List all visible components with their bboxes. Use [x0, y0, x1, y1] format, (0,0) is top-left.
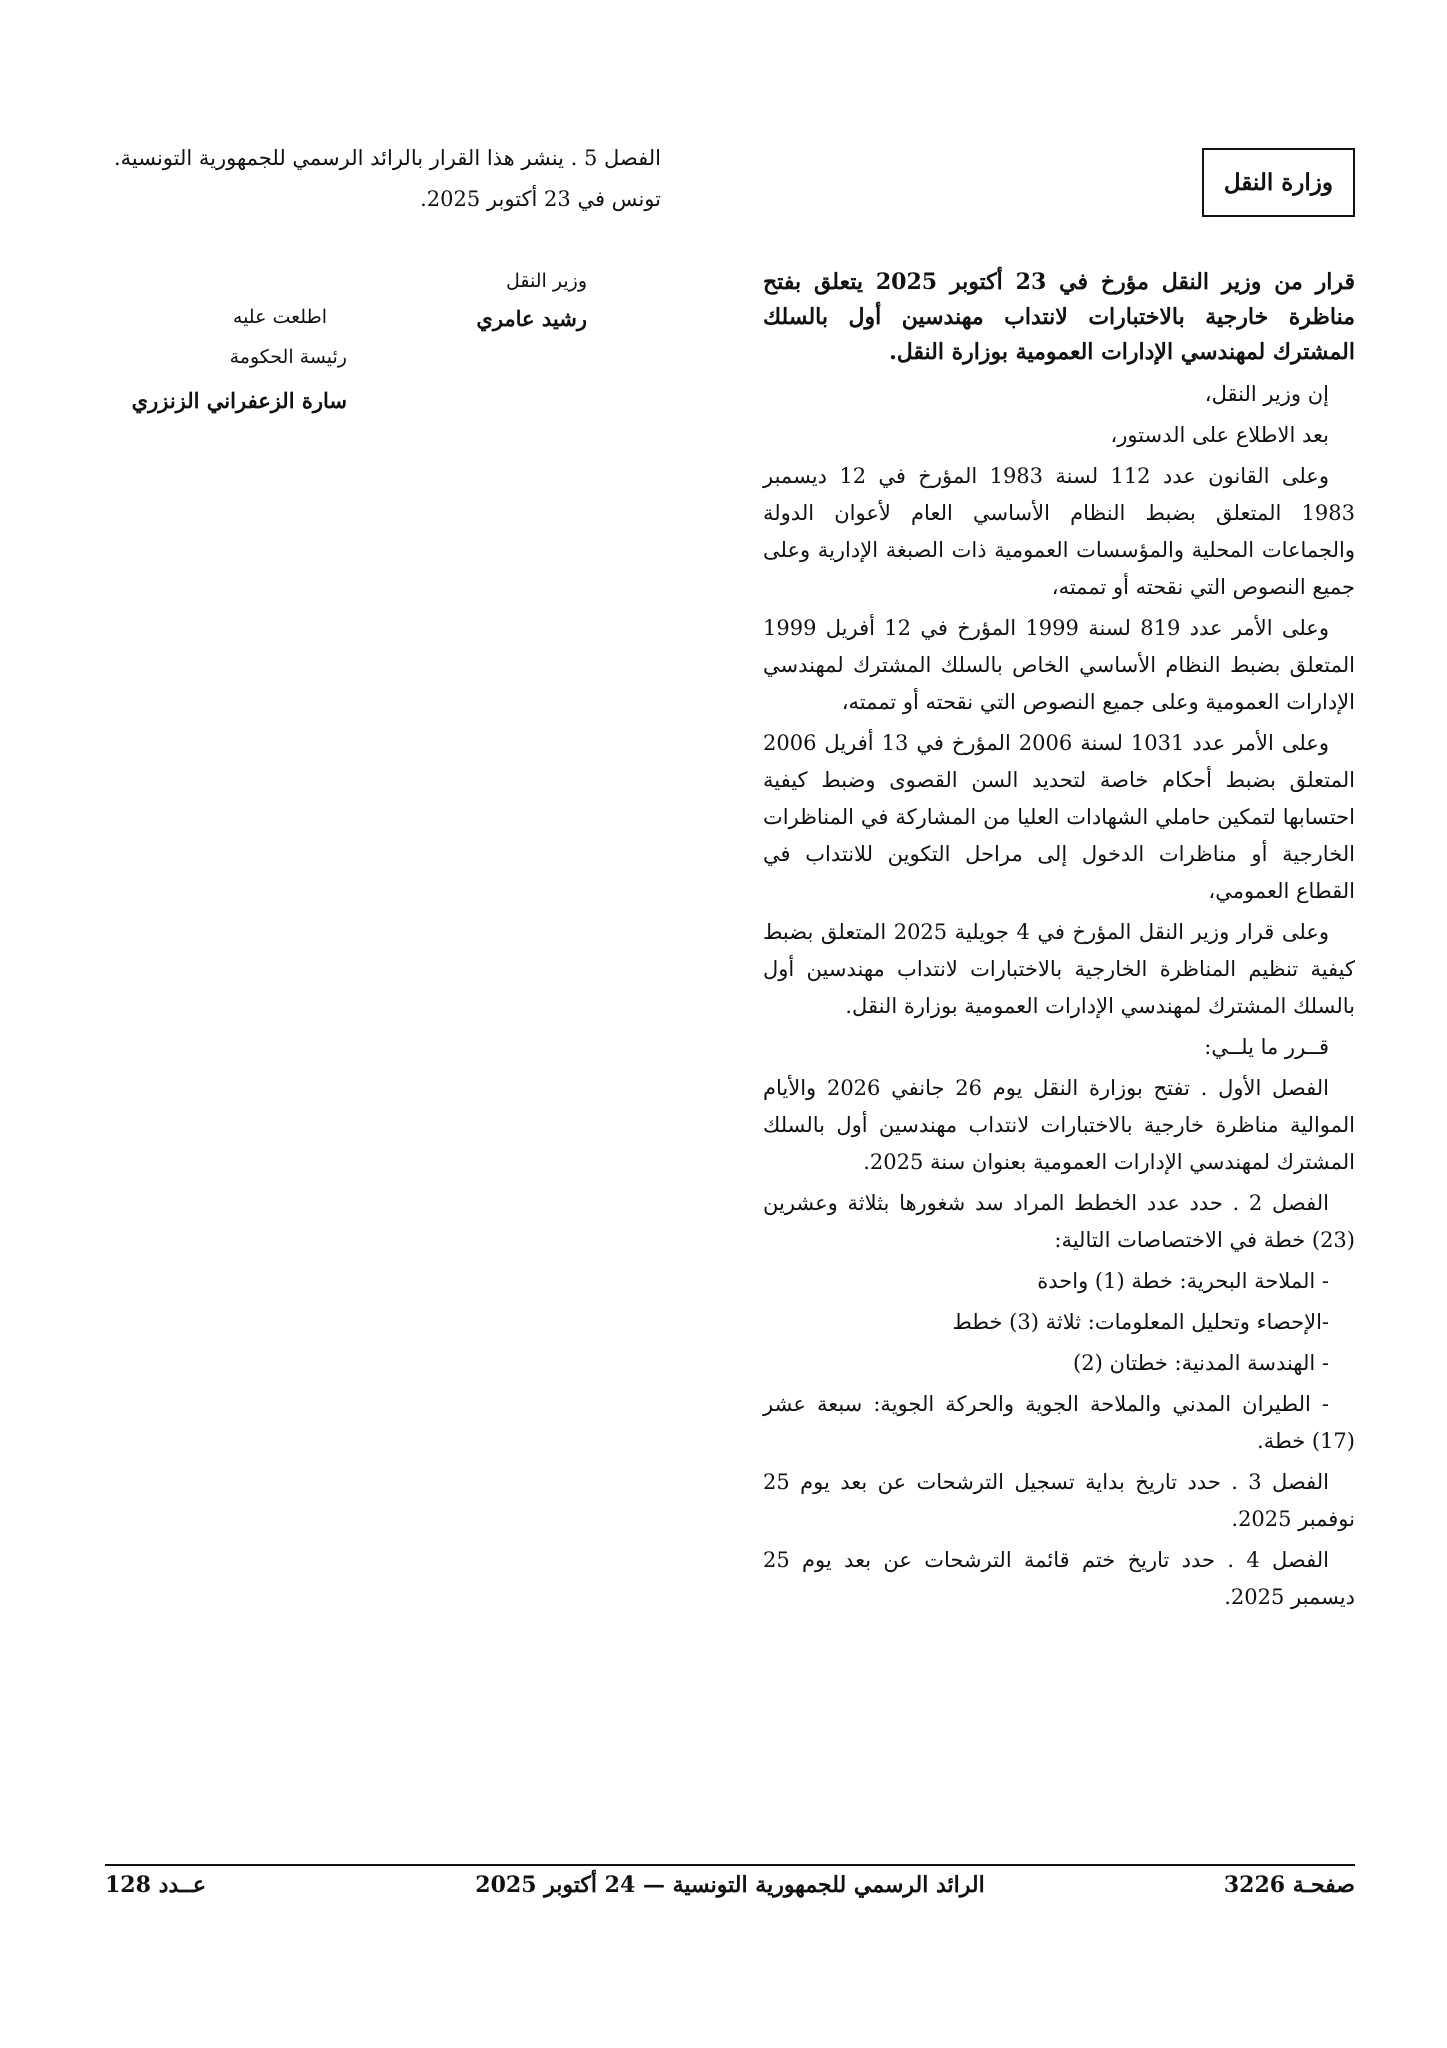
- specialty-statistics: -الإحصاء وتحليل المعلومات: ثلاثة (3) خطط: [952, 1310, 1329, 1334]
- minister-title: وزير النقل: [506, 270, 587, 292]
- page-footer: [105, 1872, 1355, 1912]
- left-column: [95, 140, 687, 218]
- specialty-civil-engineering: - الهندسة المدنية: خطتان (2): [1073, 1351, 1329, 1375]
- specialty-maritime: - الملاحة البحرية: خطة (1) واحدة: [1037, 1269, 1329, 1293]
- footer-divider: [105, 1864, 1355, 1866]
- preamble-law-1983: وعلى القانون عدد 112 لسنة 1983 المؤرخ في 12 ديسمبر 1983 المتعلق بضبط النظام الأساسي العام لأعوان الدولة والجماعات المحلية والمؤسسات العمومية ذات الصبغة الإدارية وعلى جميع النصوص التي نقحته أو تممته،: [763, 464, 1355, 599]
- ministry-heading: وزارة النقل: [1202, 148, 1355, 217]
- head-of-government-title: رئيسة الحكومة: [229, 346, 347, 368]
- specialty-civil-aviation: - الطيران المدني والملاحة الجوية والحركة الجوية: سبعة عشر (17) خطة.: [763, 1392, 1355, 1453]
- preamble-decree-1999: وعلى الأمر عدد 819 لسنة 1999 المؤرخ في 12 أفريل 1999 المتعلق بضبط النظام الأساسي الخاص بالسلك المشترك لمهندسي الإدارات العمومية وعلى جميع النصوص التي نقحته أو تممته،: [763, 616, 1355, 714]
- head-of-government-name: سارة الزعفراني الزنزري: [131, 388, 347, 413]
- minister-name: رشيد عامري: [476, 306, 587, 331]
- preamble-decree-2006: وعلى الأمر عدد 1031 لسنة 2006 المؤرخ في 13 أفريل 2006 المتعلق بضبط أحكام خاصة لتحديد السن القصوى وضبط كيفية احتسابها لتمكين حاملي الشهادات العليا من المشاركة في المناظرات الخارجية أو مناظرات الدخول إلى مراحل التكوين للانتداب في القطاع العمومي،: [763, 731, 1355, 903]
- article-1: الفصل الأول . تفتح بوزارة النقل يوم 26 جانفي 2026 والأيام الموالية مناظرة خارجية بالاختبارات لانتداب مهندسين أول بالسلك المشترك لمهندسي الإدارات العمومية بعنوان سنة 2025.: [763, 1076, 1355, 1174]
- seen-by-label: اطلعت عليه: [232, 306, 327, 328]
- signing-date: تونس في 23 أكتوبر 2025.: [420, 187, 661, 211]
- decree-intro: إن وزير النقل،: [1204, 382, 1329, 406]
- right-column: [763, 140, 1355, 1620]
- article-4: الفصل 4 . حدد تاريخ ختم قائمة الترشحات عن بعد يوم 25 ديسمبر 2025.: [763, 1548, 1355, 1609]
- preamble-constitution: بعد الاطلاع على الدستور،: [1110, 423, 1329, 447]
- article-2: الفصل 2 . حدد عدد الخطط المراد سد شغورها بثلاثة وعشرين (23) خطة في الاختصاصات التالية:: [763, 1191, 1355, 1252]
- article-3: الفصل 3 . حدد تاريخ بداية تسجيل الترشحات عن بعد يوم 25 نوفمبر 2025.: [763, 1470, 1355, 1531]
- footer-page-number: صفحـة 3226: [1223, 1872, 1355, 1898]
- decree-title: قرار من وزير النقل مؤرخ في 23 أكتوبر 2025 يتعلق بفتح مناظرة خارجية بالاختبارات لانتداب مهندسين أول بالسلك المشترك لمهندسي الإدارات العمومية بوزارة النقل.: [763, 269, 1356, 365]
- footer-issue-number: عــدد 128: [105, 1872, 206, 1898]
- preamble-order-2025: وعلى قرار وزير النقل المؤرخ في 4 جويلية 2025 المتعلق بضبط كيفية تنظيم المناظرة الخارجية بالاختبارات لانتداب مهندسين أول بالسلك المشترك لمهندسي الإدارات العمومية بوزارة النقل.: [763, 920, 1355, 1018]
- article-5: الفصل 5 . ينشر هذا القرار بالرائد الرسمي للجمهورية التونسية.: [113, 146, 661, 170]
- footer-journal-title: الرائد الرسمي للجمهورية التونسية — 24 أكتوبر 2025: [475, 1872, 985, 1898]
- decides-line: قــرر ما يلــي:: [1204, 1035, 1329, 1059]
